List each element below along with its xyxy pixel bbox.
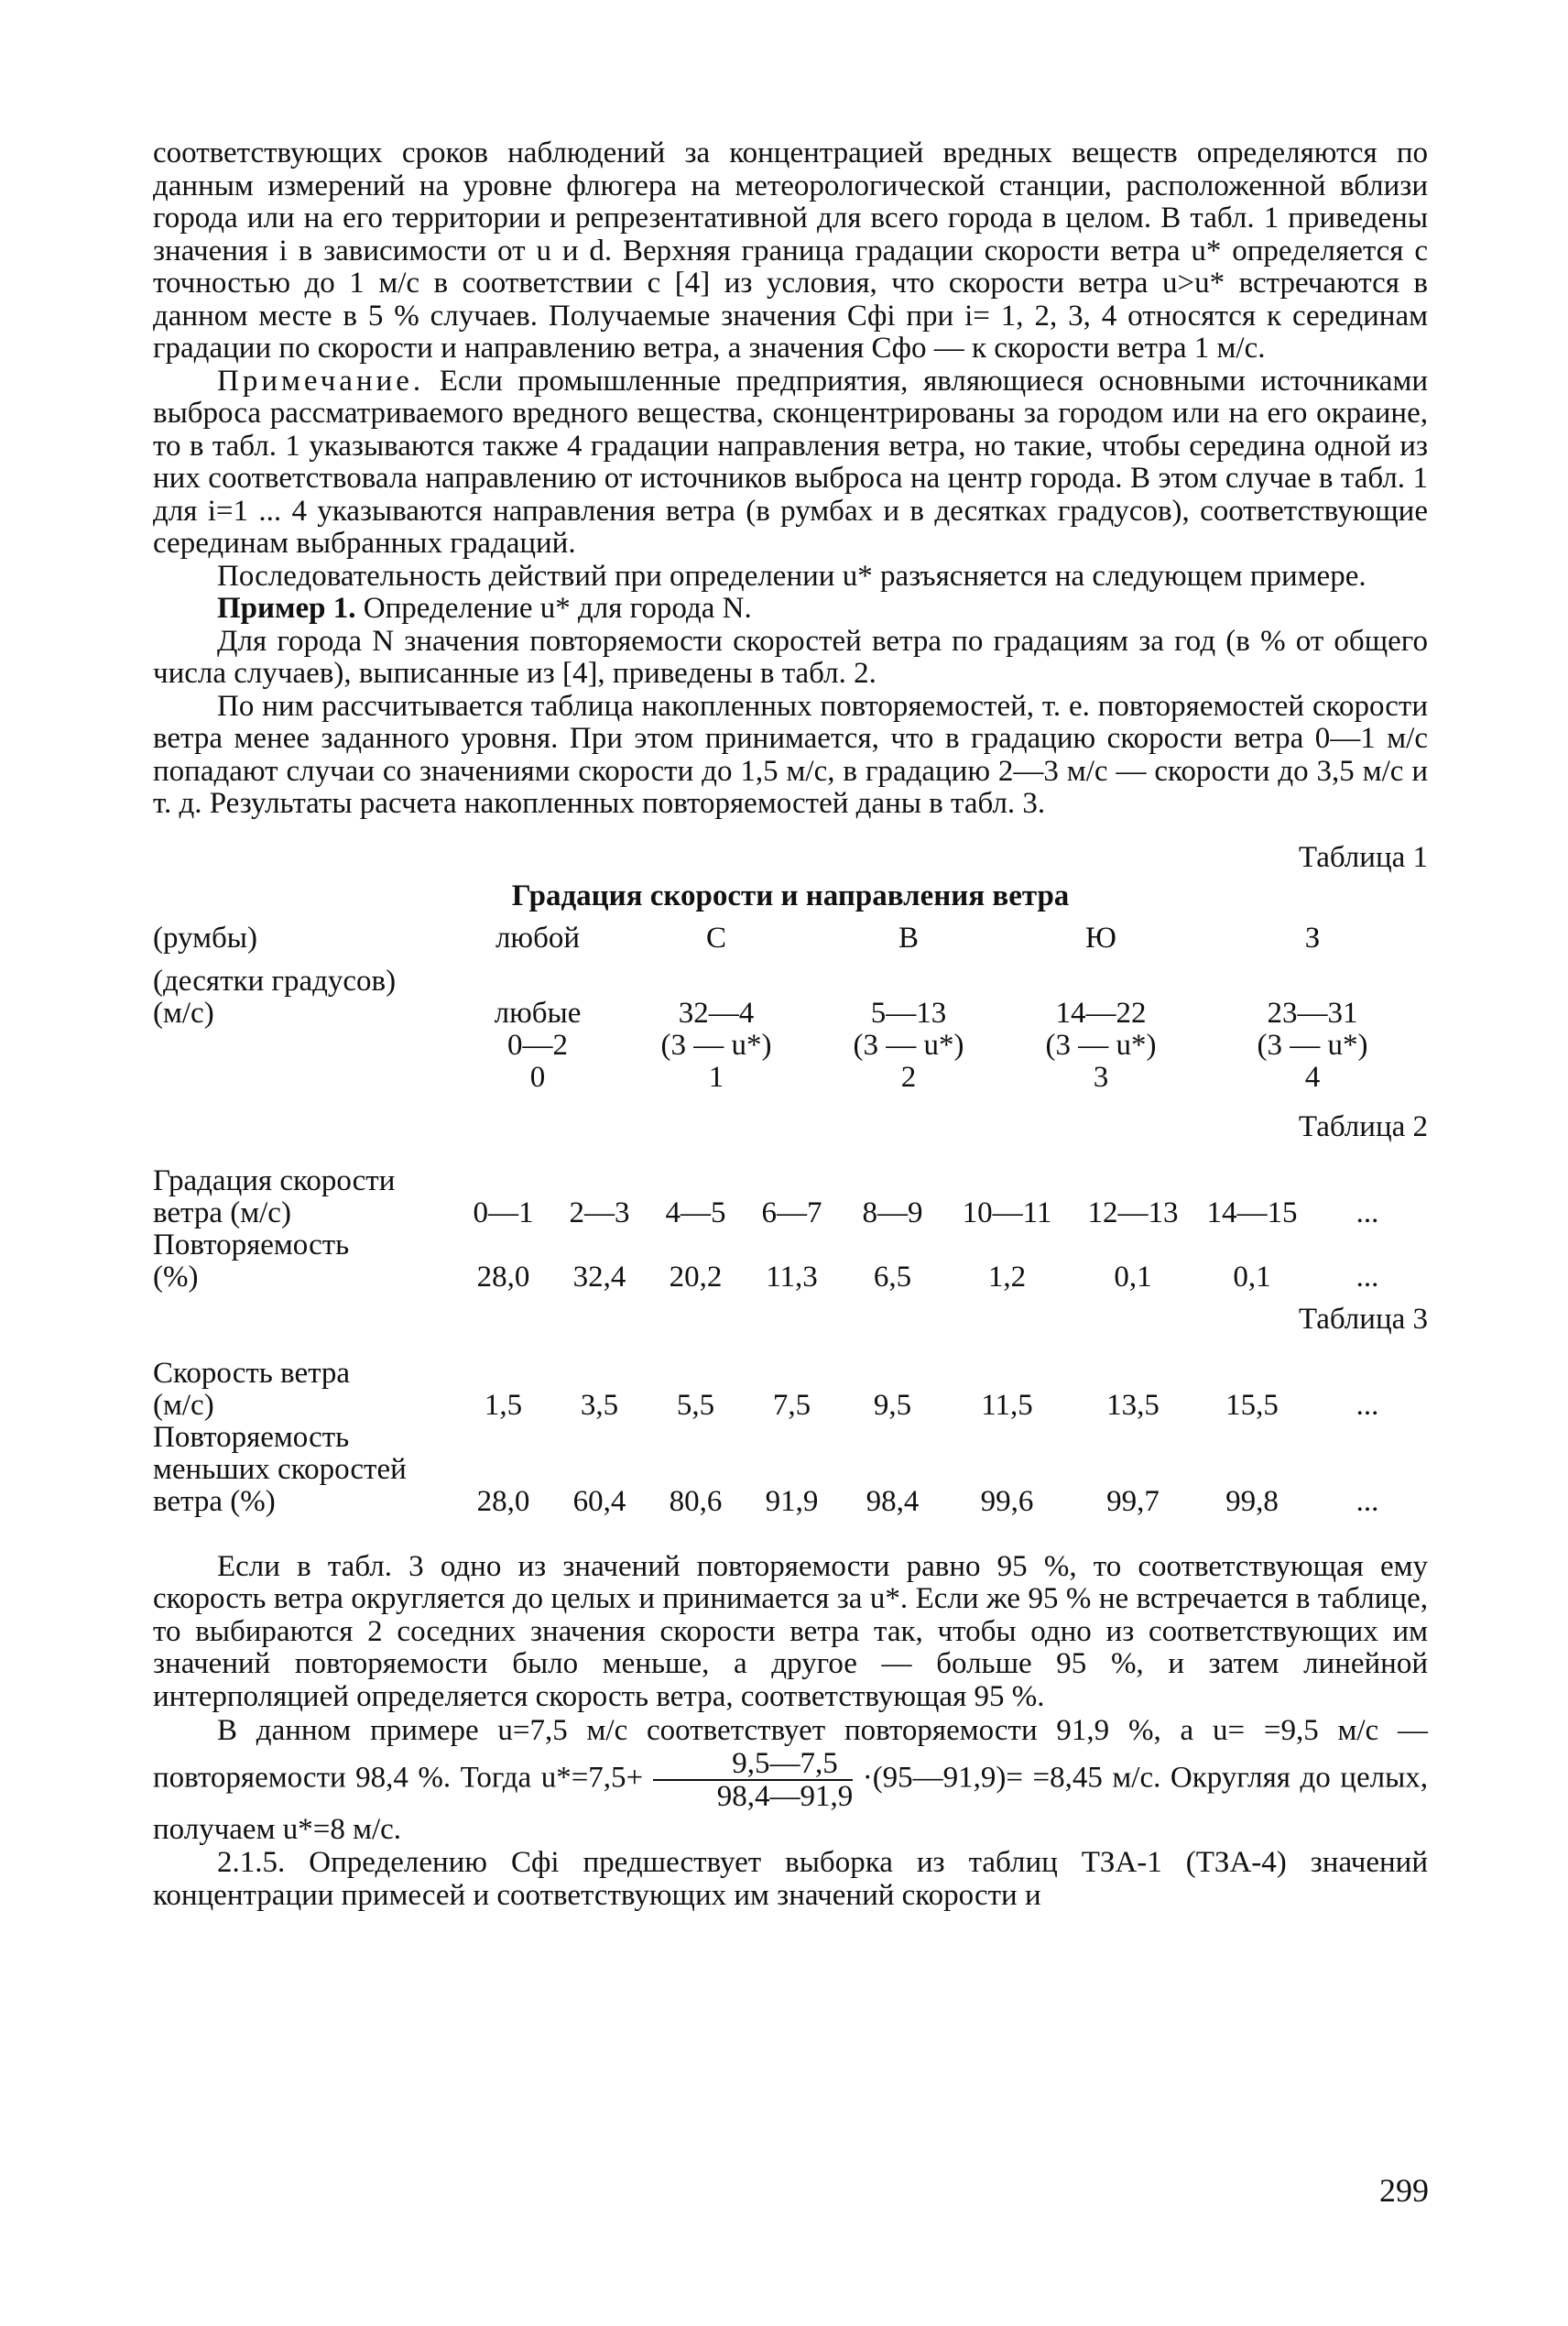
page-number: 299 xyxy=(1379,2172,1429,2209)
table-2-caption: Таблица 2 xyxy=(1298,1109,1428,1143)
table-1 xyxy=(153,839,1428,1094)
table-row: (десятки градусов) любые 32—4 5—13 14—22 23—31 xyxy=(153,964,1358,1030)
table-3-caption: Таблица 3 xyxy=(1298,1302,1428,1336)
table-row: Повторяемость (%) 28,0 32,4 20,2 11,3 6,5 1,2 0,1 0,1 ... xyxy=(153,1228,1379,1294)
table-row: Скорость ветра (м/с) 1,5 3,5 5,5 7,5 9,5 11,5 13,5 15,5 ... xyxy=(153,1356,1379,1422)
example-label: Пример 1. xyxy=(217,592,356,625)
paragraph-6: Если в табл. 3 одно из значений повторяемости равно 95 %, то соответствующая ему скорость ветра округляется до целых и принимается за u*. Если же 95 % не встречается в таблице, то выбираются 2 соседних значения скорости ветра так, чтобы одно из соответствующих им значений повторяемости было меньше, а другое — больше 95 %, и затем линейной интерполяцией определяется скорость ветра, соответствующая 95 %. xyxy=(153,1549,1428,1713)
paragraph-4: Для города N значения повторяемости скоростей ветра по градациям за год (в % от общего числа случаев), выписанные из [4], приведены в табл. 2. xyxy=(153,624,1428,690)
table-row: (румбы) любой С В Ю З xyxy=(153,921,1321,955)
table-1-grid xyxy=(153,923,1428,1094)
paragraph-7 xyxy=(153,1713,1428,1847)
table-row: Градация скорости ветра (м/с) 0—1 2—3 4—5 6—7 8—9 10—11 12—13 14—15 ... xyxy=(153,1163,1379,1229)
note-paragraph xyxy=(153,366,1428,561)
table-2 xyxy=(153,1108,1428,1294)
example-heading xyxy=(153,593,1428,626)
table-row: 0—2 (3 — u*) (3 — u*) (3 — u*) (3 — u*) xyxy=(507,1028,1368,1062)
table-row: (м/с) 0 1 2 3 4 xyxy=(153,996,1321,1094)
table-3-grid xyxy=(153,1358,1428,1518)
note-label: Примечание. xyxy=(217,364,425,398)
fraction xyxy=(653,1748,854,1812)
note-text: Если промышленные предприятия, являющиеся основными источниками выброса рассматриваемого вредного вещества, сконцентрированы за городом или на его окраине, то в табл. 1 указываются также 4 градации направления ветра, но такие, чтобы середина одной из них соответствовала направлению от источников выброса на центр города. В этом случае в табл. 1 для i=1 ... 4 указываются направления ветра (в румбах и в десятках градусов), соответствующие серединам выбранных градаций. xyxy=(153,364,1428,560)
fraction-numerator: 9,5—7,5 xyxy=(653,1748,854,1781)
paragraph-5: По ним рассчитывается таблица накопленных повторяемостей, т. е. повторяемостей скорости ветра менее заданного уровня. При этом принимается, что в градацию скорости ветра 0—1 м/с попадают случаи со значениями скорости до 1,5 м/с, в градацию 2—3 м/с — скорости до 3,5 м/с и т. д. Результаты расчета накопленных повторяемостей даны в табл. 3. xyxy=(153,689,1428,820)
fraction-denominator: 98,4—91,9 xyxy=(716,1780,854,1813)
table-3 xyxy=(153,1301,1428,1518)
example-text: Определение u* для города N. xyxy=(355,592,752,625)
paragraph-1: соответствующих сроков наблюдений за концентрацией вредных веществ определяются по данным измерений на уровне флюгера на метеорологической станции, расположенной вблизи города или на его территории и репрезентативной для всего города в целом. В табл. 1 приведены значения i в зависимости от u и d. Верхняя граница градации скорости ветра u* определяется с точностью до 1 м/с в соответствии с [4] из условия, что скорости ветра u>u* встречаются в данном месте в 5 % случаев. Получаемые значения Cфi при i= 1, 2, 3, 4 относятся к серединам градации по скорости и направлению ветра, а значения Cфо — к скорости ветра 1 м/с. xyxy=(153,137,1428,365)
paragraph-8: 2.1.5. Определению Cфi предшествует выборка из таблиц ТЗА-1 (ТЗА-4) значений концентрации примесей и соответствующих им значений скорости и xyxy=(153,1846,1428,1912)
table-2-grid xyxy=(153,1165,1428,1294)
table-row: Повторяемость меньших скоростей ветра (%) 28,0 60,4 80,6 91,9 98,4 99,6 99,7 99,8 ... xyxy=(153,1420,1379,1518)
formula-prefix: В данном примере u=7,5 м/с соответствует повторяемости 91,9 %, а u= =9,5 м/с — повторяемости 98,4 %. Тогда u*=7,5+ xyxy=(153,1714,1428,1795)
paragraph-3: Последовательность действий при определении u* разъясняется на следующем примере. xyxy=(217,559,1367,593)
formula-suffix: ·(95—91,9)= =8,45 м/с. Округляя до целых, получаем u*=8 м/с. xyxy=(153,1761,1428,1846)
page-body xyxy=(153,137,1428,1912)
table-1-caption: Таблица 1 xyxy=(1298,840,1428,874)
table-1-title: Градация скорости и направления ветра xyxy=(511,879,1070,912)
